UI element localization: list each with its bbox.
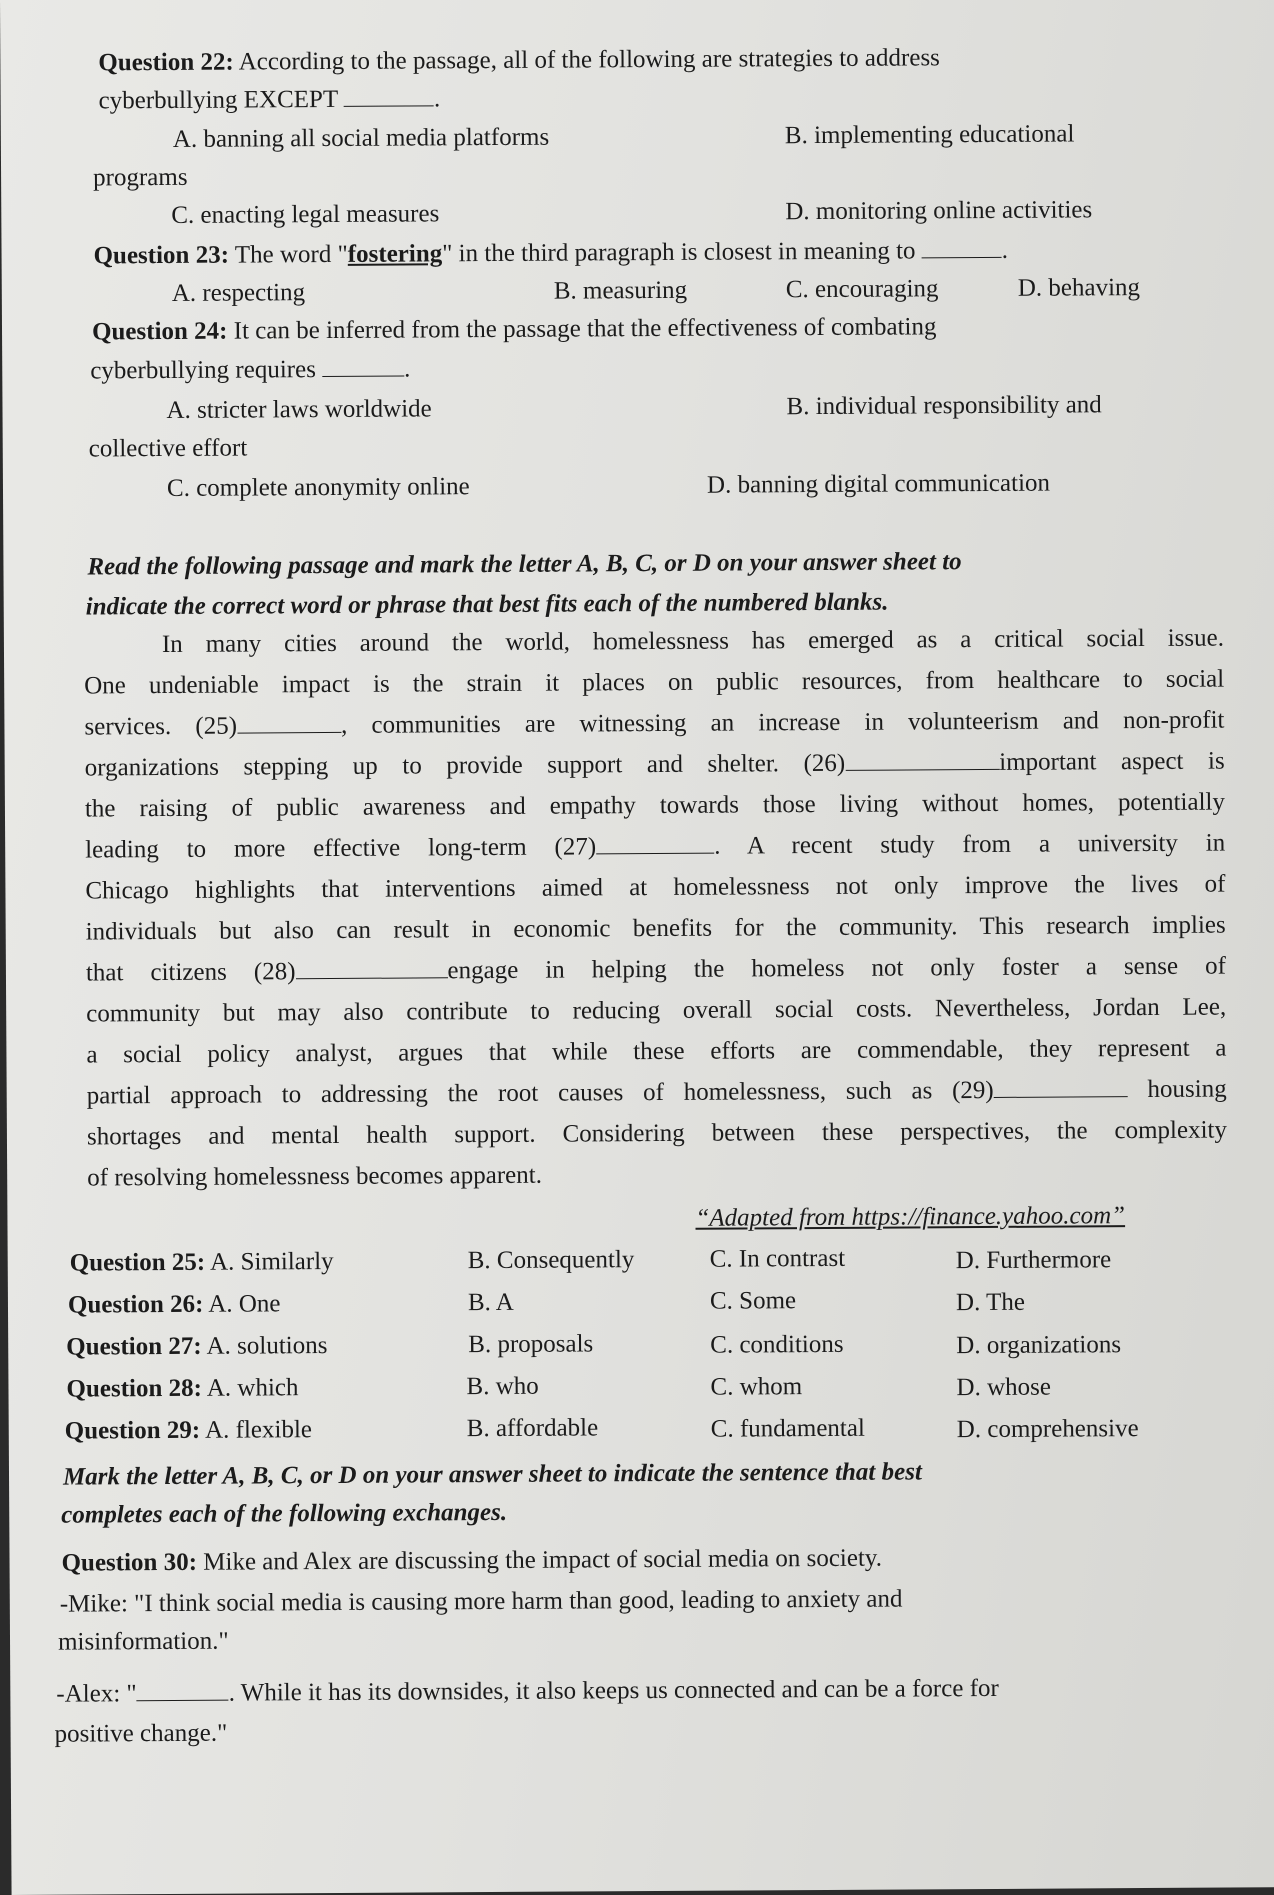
q25-row: [70, 1243, 334, 1283]
q23-label: Question 23:: [93, 241, 230, 270]
q26-option-a: A. One: [208, 1290, 281, 1318]
q22-option-d: D. monitoring online activities: [785, 196, 1093, 226]
passage-line: [85, 825, 1225, 873]
q25-option-b: B. Consequently: [467, 1246, 635, 1275]
q24-option-a: A. stricter laws worldwide: [166, 395, 432, 424]
passage-line: individuals but also can result in economic benefits for the community. This research implies: [85, 911, 1226, 946]
passage-line: shortages and mental health support. Considering between these perspectives, the complexity: [86, 1116, 1228, 1151]
instruction-1-line1: Read the following passage and mark the letter A, B, C, or D on your answer sheet to: [87, 548, 962, 581]
q25-option-a: A. Similarly: [209, 1247, 334, 1276]
q23-stem-before: The word ": [234, 240, 348, 269]
passage-line: community but may also contribute to reducing overall social costs. Nevertheless, Jordan Lee,: [86, 993, 1227, 1028]
q30-label: Question 30:: [61, 1548, 198, 1577]
instruction-2-line1: Mark the letter A, B, C, or D on your answer sheet to indicate the sentence that best: [62, 1458, 922, 1491]
q24-stem-line1: [92, 308, 937, 351]
q24-stem-text-2: cyberbullying requires: [90, 356, 316, 385]
q28-label: Question 28:: [66, 1374, 203, 1403]
q29-option-d: D. comprehensive: [956, 1415, 1139, 1444]
passage-line: [86, 948, 1226, 996]
q27-label: Question 27:: [66, 1332, 202, 1361]
q30-mike-line2: misinformation.": [57, 1627, 229, 1656]
q26-label: Question 26:: [67, 1290, 204, 1319]
passage-fragment: organizations stepping up to provide support and shelter. (26): [84, 749, 846, 782]
q24-option-c: C. complete anonymity online: [166, 473, 470, 502]
q30-stem: [61, 1540, 882, 1583]
q23-option-b: B. measuring: [553, 276, 688, 305]
q27-row: [66, 1327, 327, 1367]
passage-fragment: services. (25): [84, 712, 238, 741]
passage-fragment: partial approach to addressing the root causes of homelessness, such as (29): [86, 1076, 994, 1110]
q22-stem-text-2: cyberbullying EXCEPT: [98, 85, 338, 115]
q23-option-c: C. encouraging: [785, 275, 939, 304]
q23-stem: Question 23: The word "fostering" in the third paragraph is closest in meaning to .: [93, 236, 1009, 270]
q26-option-b: B. A: [467, 1288, 514, 1317]
q24-stem-line2: cyberbullying requires .: [90, 355, 411, 385]
q23-stem-after: " in the third paragraph is closest in meaning to: [442, 237, 916, 268]
passage-fragment: important aspect is: [999, 747, 1225, 776]
q28-option-b: B. who: [466, 1372, 539, 1401]
q30-alex-a: -Alex: ": [56, 1680, 137, 1708]
passage-fragment: , communities are witnessing an increase in volunteerism and non-profit: [340, 706, 1225, 739]
q22-option-c: C. enacting legal measures: [171, 200, 440, 229]
q22-option-a: A. banning all social media platforms: [172, 123, 550, 153]
passage-line: the raising of public awareness and empathy towards those living without homes, potentially: [84, 788, 1226, 823]
passage-line: [84, 702, 1224, 750]
q22-stem-text: According to the passage, all of the following are strategies to address: [238, 44, 940, 76]
passage-line: One undeniable impact is the strain it places on public resources, from healthcare to social: [84, 665, 1225, 700]
q28-option-a: A. which: [206, 1374, 299, 1402]
q29-option-b: B. affordable: [466, 1414, 599, 1443]
q24-option-b: B. individual responsibility and: [786, 391, 1102, 421]
q27-option-d: D. organizations: [956, 1331, 1122, 1360]
q29-option-c: C. fundamental: [710, 1414, 865, 1443]
q30-alex-line2: positive change.": [54, 1719, 228, 1748]
q22-stem-line2: cyberbullying EXCEPT .: [98, 85, 441, 115]
answer-blank: [322, 354, 404, 378]
blank-28: [295, 955, 447, 979]
passage-fragment: . A recent study from a university in: [714, 829, 1226, 860]
answer-blank: [922, 235, 1002, 258]
q28-option-c: C. whom: [710, 1373, 803, 1401]
q30-mike-line1: -Mike: "I think social media is causing more harm than good, leading to anxiety and: [59, 1585, 903, 1618]
passage-fragment: leading to more effective long-term (27): [85, 833, 597, 864]
blank-26: [845, 747, 999, 771]
q28-option-d: D. whose: [956, 1373, 1052, 1402]
answer-blank: [344, 83, 434, 107]
passage-line: In many cities around the world, homelessness has emerged as a critical social issue.: [161, 624, 1225, 659]
passage-fragment: that citizens (28): [85, 958, 296, 987]
q25-option-d: D. Furthermore: [955, 1246, 1112, 1275]
passage-fragment: engage in helping the homeless not only foster a sense of: [447, 952, 1227, 985]
passage-line: Chicago highlights that interventions aimed at homelessness not only improve the lives of: [85, 870, 1226, 905]
passage-line: of resolving homelessness becomes apparent.: [87, 1161, 543, 1192]
q22-stem-line1: [98, 39, 940, 82]
q30-alex-line1: [56, 1670, 999, 1714]
q29-label: Question 29:: [64, 1416, 201, 1445]
q30-stem-text: Mike and Alex are discussing the impact of social media on society.: [203, 1544, 883, 1576]
q24-label: Question 24:: [91, 317, 228, 346]
passage-line: [85, 743, 1225, 791]
q29-option-a: A. flexible: [204, 1416, 313, 1444]
blank-25: [237, 710, 341, 734]
q22-label: Question 22:: [98, 48, 234, 77]
q23-option-a: A. respecting: [171, 279, 306, 307]
instruction-1-line2: indicate the correct word or phrase that best fits each of the numbered blanks.: [85, 588, 889, 621]
q24-option-b-cont: collective effort: [88, 434, 248, 463]
q27-option-a: A. solutions: [206, 1332, 328, 1360]
blank-27: [596, 831, 714, 855]
q22-option-b: B. implementing educational: [784, 120, 1075, 150]
q23-keyword: fostering: [347, 240, 443, 268]
instruction-2-line2: completes each of the following exchanges.: [61, 1498, 508, 1529]
blank-29: [994, 1074, 1128, 1098]
q23-option-d: D. behaving: [1017, 274, 1141, 302]
q24-option-d: D. banning digital communication: [706, 469, 1051, 499]
q25-option-c: C. In contrast: [709, 1244, 846, 1273]
q26-option-d: D. The: [955, 1288, 1026, 1317]
q27-option-b: B. proposals: [468, 1330, 594, 1359]
q26-row: [68, 1285, 281, 1324]
q27-option-c: C. conditions: [710, 1330, 844, 1359]
q22-option-b-cont: programs: [93, 163, 188, 192]
q26-option-c: C. Some: [709, 1287, 797, 1315]
q24-stem-text: It can be inferred from the passage that the effectiveness of combating: [233, 313, 937, 345]
q29-row: [65, 1411, 312, 1451]
passage-line: a social policy analyst, argues that while these efforts are commendable, they represent a: [86, 1034, 1227, 1069]
answer-blank: [137, 1678, 229, 1702]
passage-source: “Adapted from https://finance.yahoo.com”: [695, 1202, 1126, 1232]
q28-row: [66, 1369, 298, 1408]
passage: [84, 620, 1227, 1201]
passage-line: [87, 1071, 1227, 1119]
passage-fragment: housing: [1147, 1075, 1227, 1104]
q30-alex-b: . While it has its downsides, it also keeps us connected and can be a force for: [228, 1674, 999, 1707]
q25-label: Question 25:: [69, 1248, 206, 1277]
